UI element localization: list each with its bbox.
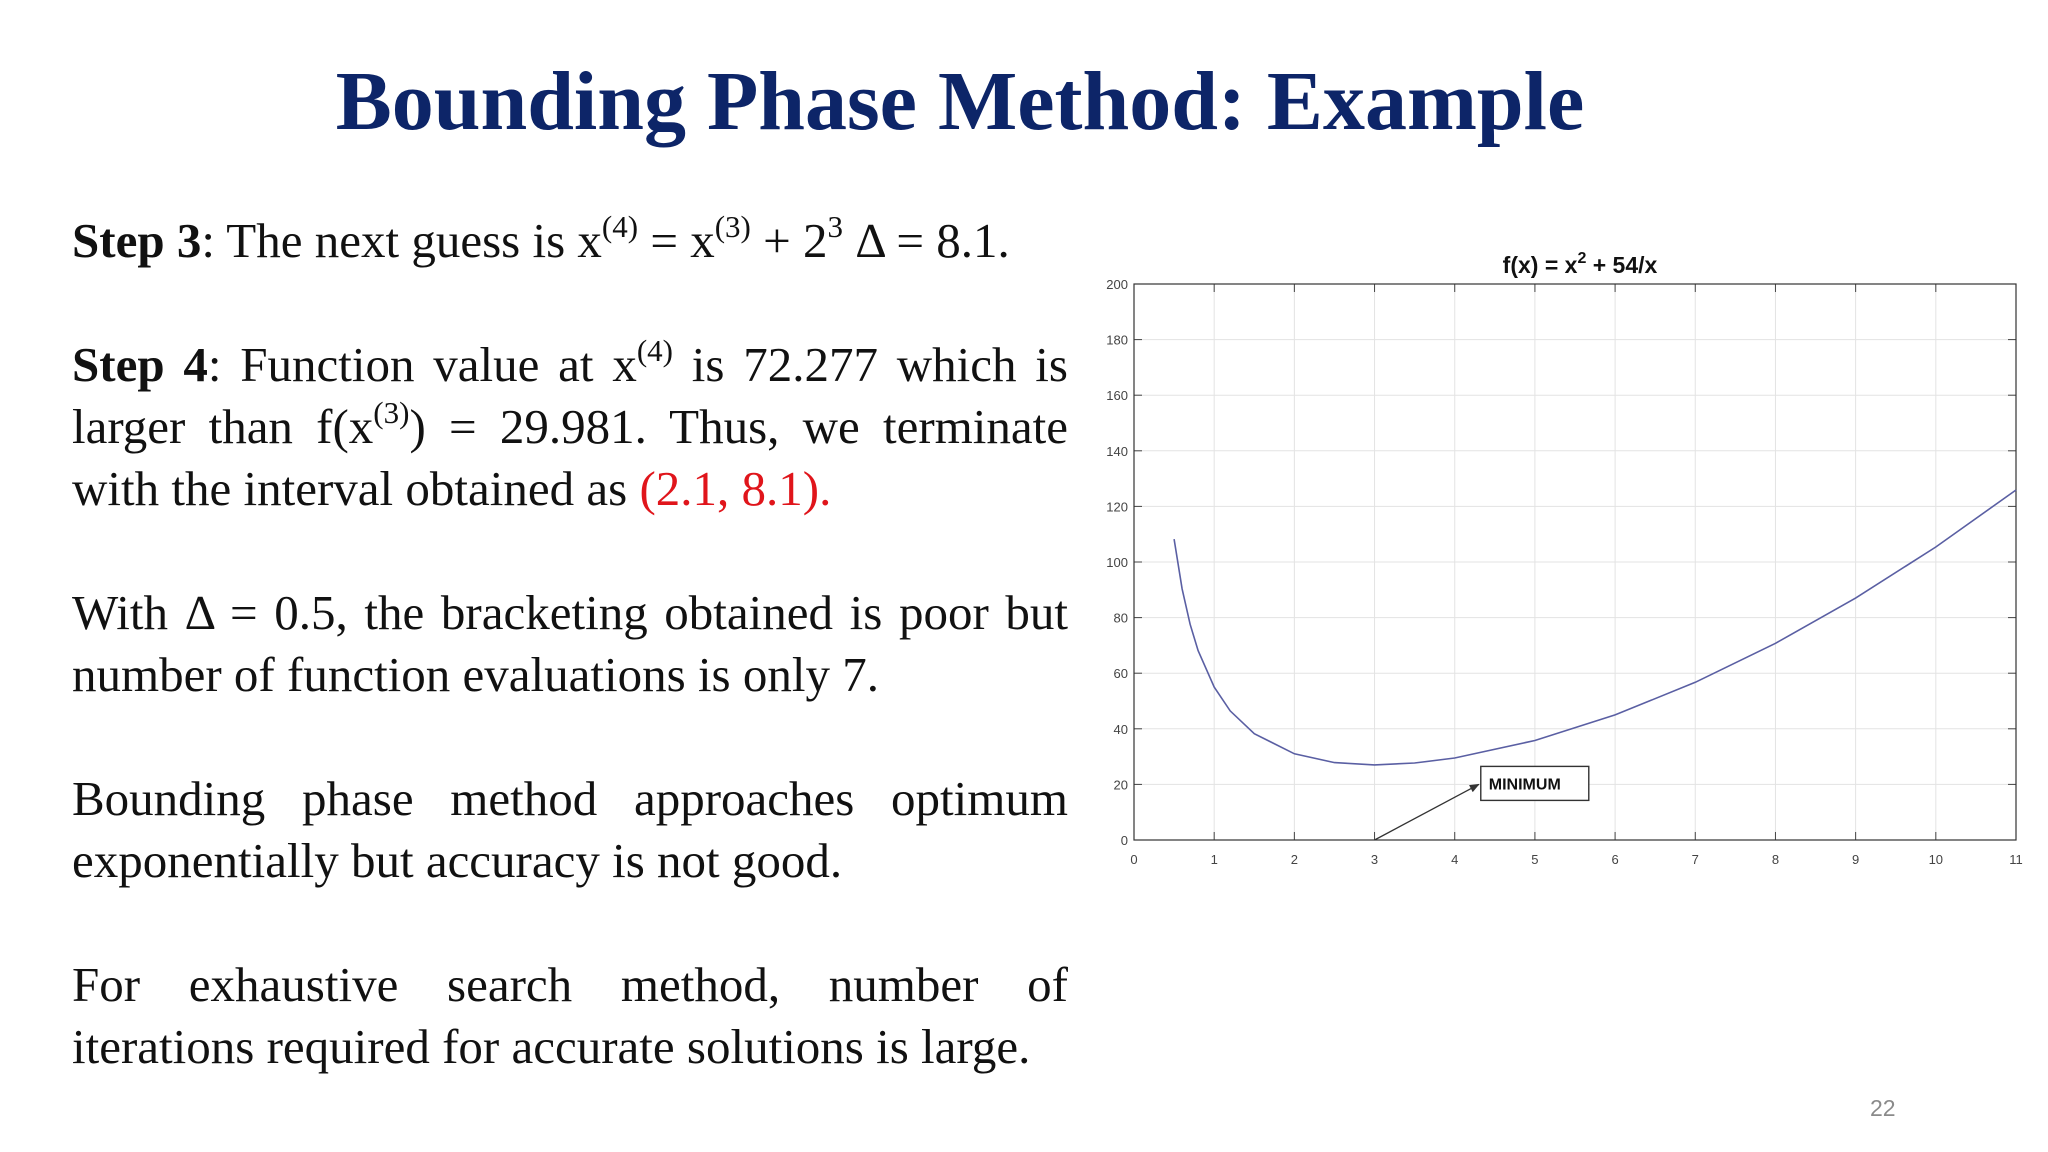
slide-title: Bounding Phase Method: Example [335, 55, 1585, 148]
step4-label: Step 4 [72, 337, 208, 392]
y-tick-label: 200 [1106, 277, 1128, 292]
y-tick-label: 140 [1106, 443, 1128, 459]
x-tick-label: 3 [1370, 852, 1379, 867]
x-tick-label: 5 [1531, 852, 1539, 867]
body-text [72, 210, 1068, 1140]
y-tick-label: 0 [1120, 833, 1128, 848]
bounding-paragraph: Bounding phase method approaches optimum exponentially but accuracy is not good. [72, 771, 1068, 888]
x-tick-label: 2 [1290, 852, 1298, 867]
page-number: 22 [1870, 1095, 1896, 1121]
y-tick-label: 80 [1113, 610, 1128, 626]
minimum-annotation [1375, 766, 1589, 840]
step4-paragraph [72, 334, 1068, 520]
function-chart [1090, 235, 2030, 875]
step3-text-1: : The next guess is x [201, 213, 602, 268]
x-tick-label: 9 [1852, 852, 1860, 867]
step3-text-3: + 2 [750, 213, 828, 268]
step4-text-1: : Function value at x [207, 337, 637, 392]
chart-grid [1134, 284, 2016, 840]
y-tick-label: 40 [1113, 721, 1128, 737]
x-tick-label: 4 [1451, 852, 1459, 867]
step3-paragraph [72, 210, 1068, 272]
x-tick-label: 7 [1691, 852, 1699, 867]
step3-sup-1: (4) [601, 209, 639, 244]
y-tick-label: 120 [1106, 499, 1128, 515]
y-tick-label: 180 [1106, 332, 1128, 348]
step4-sup-2: (3) [373, 395, 410, 430]
y-tick-label: 60 [1113, 666, 1128, 682]
step3-label: Step 3 [72, 213, 202, 268]
x-tick-label: 11 [2009, 852, 2023, 867]
x-tick-label: 10 [1928, 852, 1944, 867]
delta-paragraph: With Δ = 0.5, the bracketing obtained is poor but number of function evaluations is only 7. [72, 585, 1068, 702]
step3-text-2: = x [638, 213, 715, 268]
step3-sup-2: (3) [714, 209, 751, 244]
x-tick-label: 1 [1210, 852, 1218, 867]
step4-text-2: is 72.277 which is larger than f(x [72, 337, 1068, 454]
step3-sup-3: 3 [827, 209, 844, 244]
chart-title: $f(x) = x^2 + 54/x$ [1502, 250, 1658, 278]
series-line [1174, 490, 2016, 765]
annotation-label: MINIMUM [1488, 776, 1561, 794]
step4-text-3: ) = 29.981. Thus, we terminate with the interval obtained as [72, 399, 1068, 516]
step3-text-4: Δ = 8.1. [843, 213, 1010, 268]
x-tick-label: 8 [1771, 852, 1780, 867]
y-tick-label: 160 [1106, 388, 1128, 404]
annotation-arrow [1375, 784, 1479, 840]
exhaustive-paragraph: For exhaustive search method, number of iterations required for accurate solutions is large. [72, 957, 1068, 1074]
x-tick-label: 0 [1130, 852, 1138, 867]
y-tick-label: 20 [1113, 777, 1128, 793]
step4-sup-1: (4) [636, 333, 673, 368]
x-tick-label: 6 [1611, 852, 1619, 867]
interval-result: (2.1, 8.1). [639, 461, 832, 516]
y-tick-label: 100 [1106, 555, 1128, 570]
